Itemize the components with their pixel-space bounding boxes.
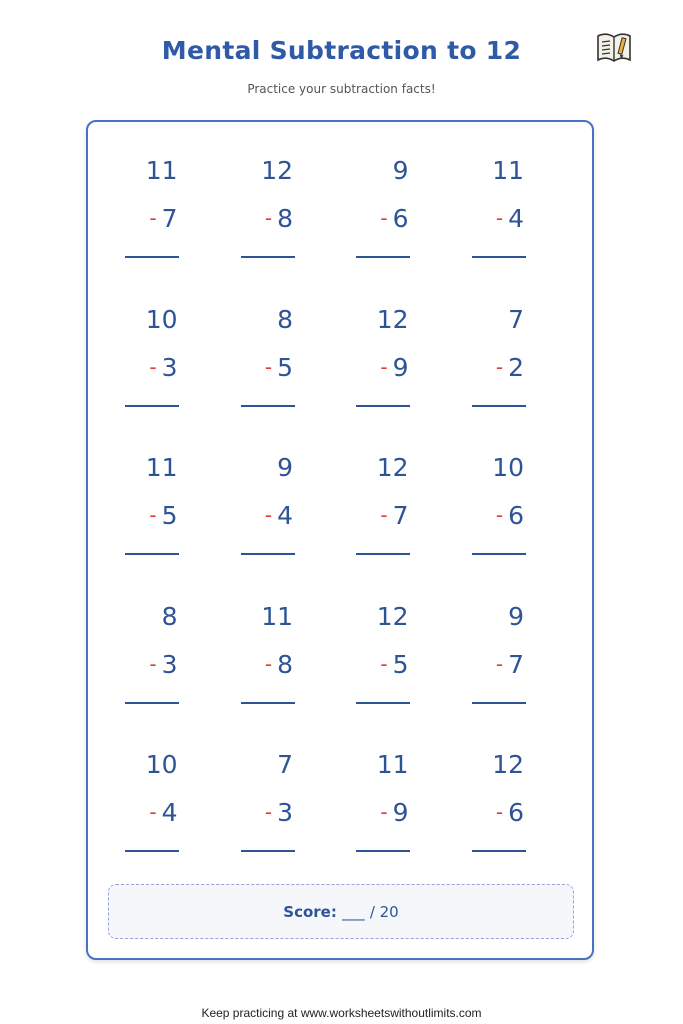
subtraction-problem xyxy=(457,594,573,743)
minuend: 11 xyxy=(492,156,524,185)
subtraction-problem xyxy=(341,445,457,594)
footer-text: Keep practicing at www.worksheetswithoutlimits.com xyxy=(201,1006,482,1020)
minuend: 12 xyxy=(492,750,524,779)
answer-line[interactable] xyxy=(241,256,295,258)
minuend: 12 xyxy=(376,601,409,631)
book-icon xyxy=(596,30,632,64)
answer-line[interactable] xyxy=(125,850,179,852)
minus-sign: - xyxy=(495,354,504,379)
minus-sign: - xyxy=(264,354,273,379)
answer-line[interactable] xyxy=(125,702,179,704)
answer-line[interactable] xyxy=(472,702,526,704)
minuend: 10 xyxy=(492,453,524,482)
subtrahend-row xyxy=(496,501,524,530)
subtrahend-row xyxy=(380,650,408,679)
answer-line[interactable] xyxy=(472,850,526,852)
answer-line[interactable] xyxy=(356,553,410,555)
subtraction-problem xyxy=(457,742,573,891)
subtraction-problem xyxy=(341,742,457,891)
minus-sign: - xyxy=(495,800,504,824)
subtraction-problem xyxy=(457,297,573,446)
subtrahend-row xyxy=(265,353,293,382)
subtrahend: 3 xyxy=(161,352,178,382)
minuend: 11 xyxy=(145,453,178,482)
subtraction-problem xyxy=(226,742,342,891)
minus-sign: - xyxy=(149,800,157,824)
subtraction-problem xyxy=(110,594,226,743)
score-label: Score: xyxy=(283,902,337,921)
subtrahend: 5 xyxy=(161,501,178,530)
subtraction-problem xyxy=(226,445,342,594)
answer-line[interactable] xyxy=(356,256,410,258)
minuend: 9 xyxy=(508,601,524,631)
subtrahend-row xyxy=(496,798,524,827)
subtrahend: 8 xyxy=(277,649,293,679)
page-title: Mental Subtraction to 12 xyxy=(161,36,522,65)
subtrahend-row xyxy=(149,353,177,382)
subtraction-problem xyxy=(110,445,226,594)
answer-line[interactable] xyxy=(241,405,295,407)
answer-line[interactable] xyxy=(241,850,295,852)
subtrahend: 3 xyxy=(277,798,293,827)
minus-sign: - xyxy=(495,651,504,676)
page-subtitle: Practice your subtraction facts! xyxy=(247,82,436,96)
minuend: 12 xyxy=(261,156,293,185)
answer-line[interactable] xyxy=(125,405,179,407)
subtraction-problem xyxy=(341,148,457,297)
minuend: 12 xyxy=(376,453,409,482)
subtrahend: 3 xyxy=(161,649,178,679)
answer-line[interactable] xyxy=(472,256,526,258)
subtrahend: 8 xyxy=(277,204,293,233)
minuend: 11 xyxy=(145,156,178,185)
problem-grid xyxy=(110,148,572,891)
subtraction-problem xyxy=(457,148,573,297)
minus-sign: - xyxy=(380,206,388,230)
subtrahend-row xyxy=(265,798,293,827)
minus-sign: - xyxy=(380,651,388,676)
score-blank[interactable]: ___ xyxy=(342,902,365,921)
subtrahend-row xyxy=(496,353,524,382)
subtrahend-row xyxy=(265,204,293,233)
subtrahend-row xyxy=(380,798,408,827)
subtrahend: 4 xyxy=(277,501,293,530)
minus-sign: - xyxy=(380,354,388,379)
subtrahend-row xyxy=(380,353,408,382)
minus-sign: - xyxy=(380,503,388,527)
answer-line[interactable] xyxy=(356,850,410,852)
subtrahend: 4 xyxy=(508,204,524,233)
subtrahend-row xyxy=(149,650,177,679)
subtrahend-row xyxy=(496,204,524,233)
subtraction-problem xyxy=(341,297,457,446)
subtrahend-row xyxy=(149,204,177,233)
answer-line[interactable] xyxy=(241,553,295,555)
minus-sign: - xyxy=(264,503,273,527)
subtrahend: 9 xyxy=(392,352,409,382)
answer-line[interactable] xyxy=(356,702,410,704)
answer-line[interactable] xyxy=(472,553,526,555)
subtrahend: 6 xyxy=(392,204,409,233)
subtraction-problem xyxy=(110,148,226,297)
minus-sign: - xyxy=(149,354,157,379)
minus-sign: - xyxy=(149,206,157,230)
answer-line[interactable] xyxy=(472,405,526,407)
subtrahend-row xyxy=(265,650,293,679)
minuend: 10 xyxy=(145,304,178,334)
subtrahend: 7 xyxy=(161,204,178,233)
subtrahend-row xyxy=(380,204,408,233)
minuend: 12 xyxy=(376,304,409,334)
subtrahend: 9 xyxy=(392,798,409,827)
minuend: 11 xyxy=(376,750,409,779)
minuend: 7 xyxy=(508,304,524,334)
answer-line[interactable] xyxy=(356,405,410,407)
subtrahend: 7 xyxy=(508,649,524,679)
subtrahend-row xyxy=(149,501,177,530)
answer-line[interactable] xyxy=(125,553,179,555)
minuend: 10 xyxy=(145,750,178,779)
minus-sign: - xyxy=(495,206,504,230)
answer-line[interactable] xyxy=(125,256,179,258)
subtrahend: 6 xyxy=(508,798,524,827)
subtrahend-row xyxy=(496,650,524,679)
minus-sign: - xyxy=(495,503,504,527)
minuend: 8 xyxy=(277,304,293,334)
subtrahend-row xyxy=(265,501,293,530)
score-box xyxy=(108,884,574,939)
subtrahend-row xyxy=(149,798,177,827)
subtraction-problem xyxy=(226,594,342,743)
answer-line[interactable] xyxy=(241,702,295,704)
subtraction-problem xyxy=(110,742,226,891)
minus-sign: - xyxy=(380,800,388,824)
minuend: 9 xyxy=(277,453,293,482)
minus-sign: - xyxy=(149,651,157,676)
minuend: 11 xyxy=(261,601,293,631)
subtrahend: 4 xyxy=(161,798,178,827)
subtraction-problem xyxy=(341,594,457,743)
subtrahend: 2 xyxy=(508,352,524,382)
minuend: 8 xyxy=(161,601,178,631)
minus-sign: - xyxy=(264,800,273,824)
minus-sign: - xyxy=(264,651,273,676)
minuend: 7 xyxy=(277,750,293,779)
subtraction-problem xyxy=(110,297,226,446)
subtraction-problem xyxy=(226,148,342,297)
subtraction-problem xyxy=(226,297,342,446)
subtrahend-row xyxy=(380,501,408,530)
minuend: 9 xyxy=(392,156,409,185)
subtrahend: 5 xyxy=(392,649,409,679)
minus-sign: - xyxy=(149,503,157,527)
subtrahend: 6 xyxy=(508,501,524,530)
score-total: / 20 xyxy=(369,902,399,921)
subtrahend: 5 xyxy=(277,352,293,382)
minus-sign: - xyxy=(264,206,273,230)
subtrahend: 7 xyxy=(392,501,409,530)
worksheet-card xyxy=(86,120,594,960)
subtraction-problem xyxy=(457,445,573,594)
